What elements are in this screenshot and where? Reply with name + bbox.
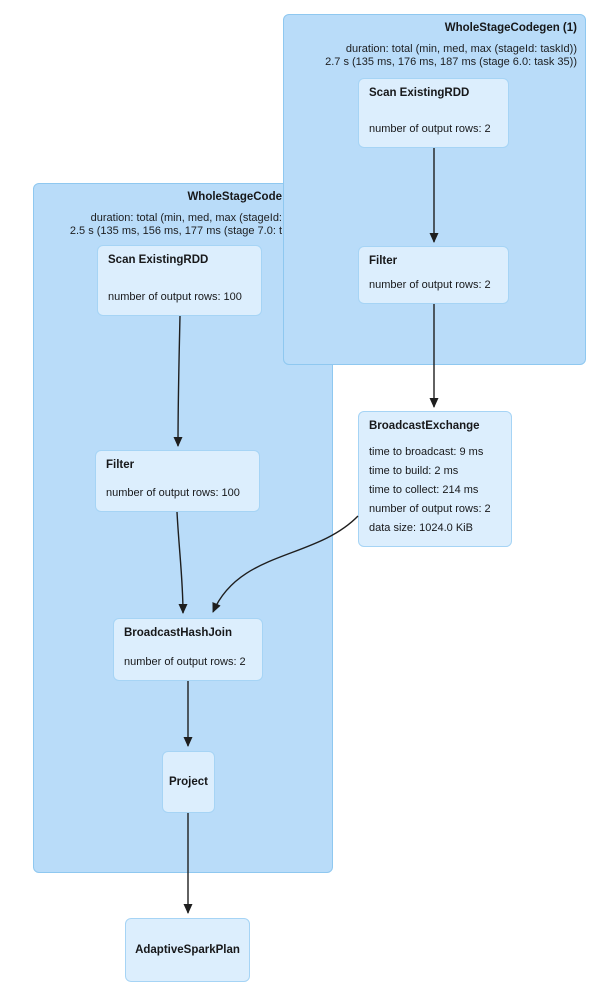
cluster-duration xyxy=(325,43,577,69)
metric-time-to-build: time to build: 2 ms xyxy=(369,465,459,477)
metric-output-rows: number of output rows: 2 xyxy=(369,279,491,291)
cluster-duration xyxy=(70,212,282,238)
node-project[interactable] xyxy=(162,751,215,813)
node-filter-1[interactable] xyxy=(358,246,509,304)
node-title: Filter xyxy=(106,459,135,471)
metric-time-to-broadcast: time to broadcast: 9 ms xyxy=(369,446,484,458)
duration-line-2: 2.7 s (135 ms, 176 ms, 187 ms (stage 6.0: task 35)) xyxy=(325,56,577,68)
node-title: Project xyxy=(169,776,208,788)
node-title: AdaptiveSparkPlan xyxy=(135,944,240,956)
node-title: Scan ExistingRDD xyxy=(369,87,470,99)
node-title: Scan ExistingRDD xyxy=(108,254,209,266)
node-metrics xyxy=(106,484,249,503)
node-broadcast-hash-join[interactable] xyxy=(113,618,263,681)
metric-output-rows: number of output rows: 2 xyxy=(369,503,491,515)
node-title: Filter xyxy=(369,255,398,267)
metric-output-rows: number of output rows: 100 xyxy=(108,291,242,303)
duration-line-1: duration: total (min, med, max (stageId: taskId)) xyxy=(345,43,577,55)
metric-data-size: data size: 1024.0 KiB xyxy=(369,522,473,534)
node-adaptive-spark-plan[interactable] xyxy=(125,918,250,982)
node-metrics xyxy=(124,653,252,672)
node-scan-existingrdd-2[interactable] xyxy=(97,245,262,316)
metric-time-to-collect: time to collect: 214 ms xyxy=(369,484,479,496)
node-filter-2[interactable] xyxy=(95,450,260,512)
duration-line-1: duration: total (min, med, max (stageId: xyxy=(90,212,282,224)
node-scan-existingrdd-1[interactable] xyxy=(358,78,509,148)
duration-line-2: 2.5 s (135 ms, 156 ms, 177 ms (stage 7.0: t xyxy=(69,225,282,237)
node-metrics xyxy=(108,288,251,307)
cluster-title: WholeStageCodegen (1) xyxy=(444,22,577,34)
node-broadcast-exchange[interactable] xyxy=(358,411,512,547)
cluster-title: WholeStageCode xyxy=(187,191,282,203)
node-metrics xyxy=(369,443,501,538)
metric-output-rows: number of output rows: 2 xyxy=(369,123,491,135)
metric-output-rows: number of output rows: 2 xyxy=(124,656,246,668)
node-metrics xyxy=(369,276,498,295)
node-title: BroadcastHashJoin xyxy=(124,627,233,639)
node-metrics xyxy=(369,120,498,139)
metric-output-rows: number of output rows: 100 xyxy=(106,487,240,499)
cluster-wholestagecodegen-1 xyxy=(283,14,586,365)
node-title: BroadcastExchange xyxy=(369,420,480,432)
